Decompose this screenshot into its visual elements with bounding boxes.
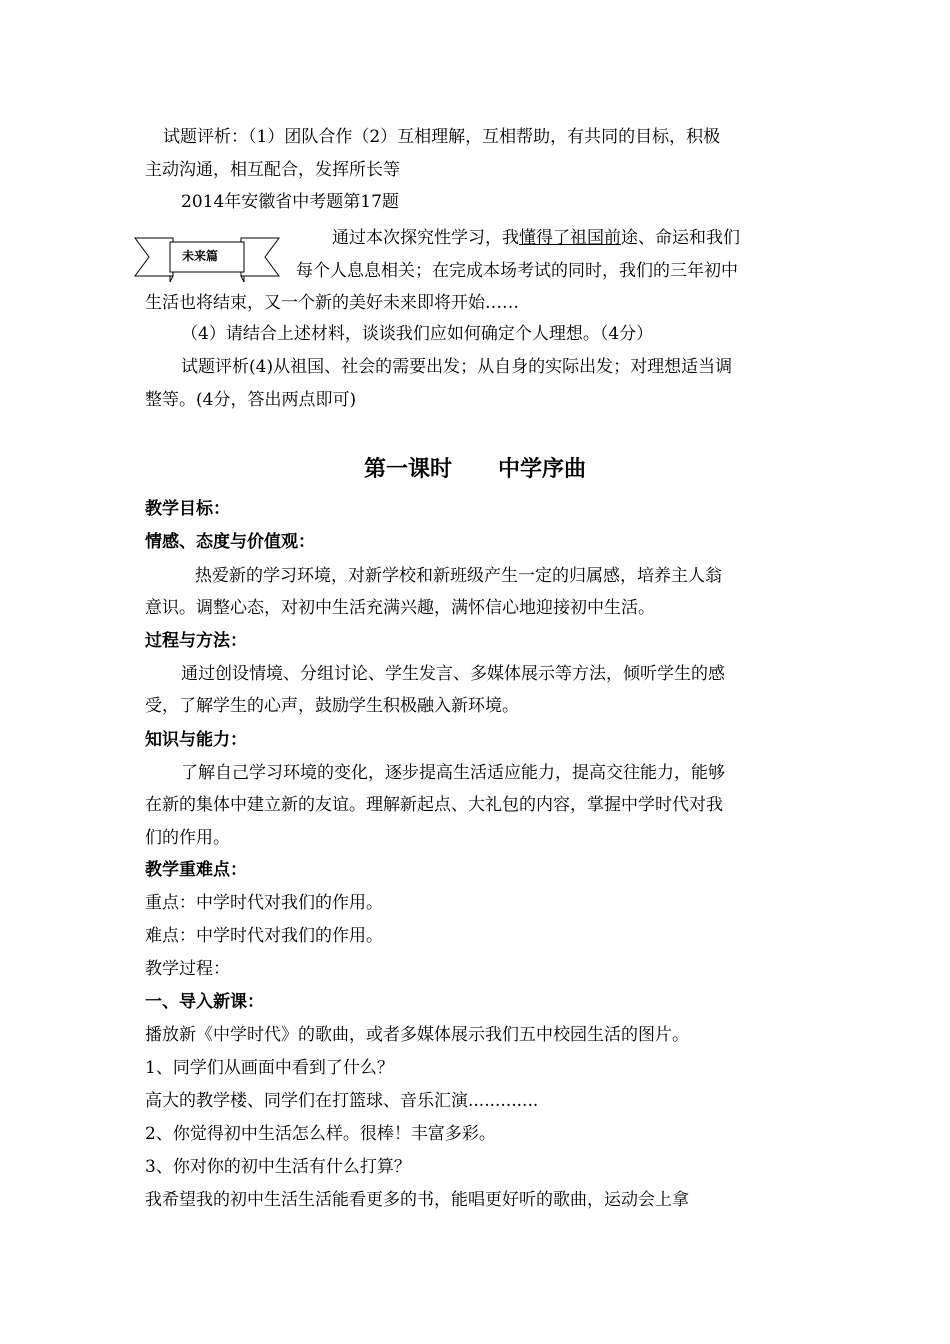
difficult-point-line: 难点：中学时代对我们的作用。 <box>145 926 383 946</box>
heading-emotion-values: 情感、态度与价值观： <box>145 532 315 552</box>
exam-source-line: 2014年安徽省中考题第17题 <box>181 192 399 212</box>
material-line-3: 生活也将结束，又一个新的美好未来即将开始…… <box>145 293 519 313</box>
emotion-line-2: 意识。调整心态，对初中生活充满兴趣，满怀信心地迎接初中生活。 <box>145 598 655 618</box>
process-line-1: 通过创设情境、分组讨论、学生发言、多媒体展示等方法，倾听学生的感 <box>181 664 725 684</box>
heading-key-difficult-points: 教学重难点： <box>145 860 247 880</box>
heading-knowledge-ability: 知识与能力： <box>145 730 247 750</box>
knowledge-line-2: 在新的集体中建立新的友谊。理解新起点、大礼包的内容，掌握中学时代对我 <box>145 795 723 815</box>
material-underlined-text: 懂得了祖国前 <box>519 228 621 248</box>
ribbon-label: 未来篇 <box>181 249 218 263</box>
key-point-line: 重点：中学时代对我们的作用。 <box>145 893 383 913</box>
emotion-line-1: 热爱新的学习环境，对新学校和新班级产生一定的归属感，培养主人翁 <box>195 566 722 586</box>
intro-question-1: 1、同学们从画面中看到了什么？ <box>145 1058 394 1078</box>
process-line-2: 受，了解学生的心声，鼓励学生积极融入新环境。 <box>145 696 519 716</box>
intro-answer-3: 我希望我的初中生活生活能看更多的书，能唱更好听的歌曲，运动会上拿 <box>145 1190 689 1210</box>
material-text-b: 途、命运和我们 <box>621 228 740 248</box>
intro-line-1: 播放新《中学时代》的歌曲，或者多媒体展示我们五中校园生活的图片。 <box>145 1025 689 1045</box>
intro-answer-1: 高大的教学楼、同学们在打篮球、音乐汇演............. <box>145 1091 539 1111</box>
intro-question-3: 3、你对你的初中生活有什么打算？ <box>145 1157 411 1177</box>
teaching-process-label: 教学过程： <box>145 959 230 979</box>
heading-process-method: 过程与方法： <box>145 631 247 651</box>
material-text-a: 通过本次探究性学习，我 <box>332 228 519 248</box>
heading-introduction: 一、导入新课： <box>145 992 264 1012</box>
analysis-line-1: 试题评析：（1）团队合作（2）互相理解，互相帮助，有共同的目标，积极 <box>163 127 721 147</box>
analysis-4-line-1: 试题评析(4)从祖国、社会的需要出发；从自身的实际出发；对理想适当调 <box>181 357 733 377</box>
analysis-line-2: 主动沟通，相互配合，发挥所长等 <box>145 160 400 180</box>
knowledge-line-3: 们的作用。 <box>145 828 230 848</box>
material-line-2: 每个人息息相关；在完成本场考试的同时，我们的三年初中 <box>296 261 738 281</box>
knowledge-line-1: 了解自己学习环境的变化，逐步提高生活适应能力，提高交往能力，能够 <box>181 763 725 783</box>
analysis-4-line-2: 整等。(4分，答出两点即可) <box>145 390 357 410</box>
heading-teaching-goals: 教学目标： <box>145 499 230 519</box>
material-line-1 <box>332 226 810 250</box>
lesson-title: 第一课时 中学序曲 <box>364 457 586 482</box>
intro-question-2: 2、你觉得初中生活怎么样。很棒！丰富多彩。 <box>145 1124 496 1144</box>
question-4: （4）请结合上述材料，谈谈我们应如何确定个人理想。（4分） <box>181 324 654 344</box>
